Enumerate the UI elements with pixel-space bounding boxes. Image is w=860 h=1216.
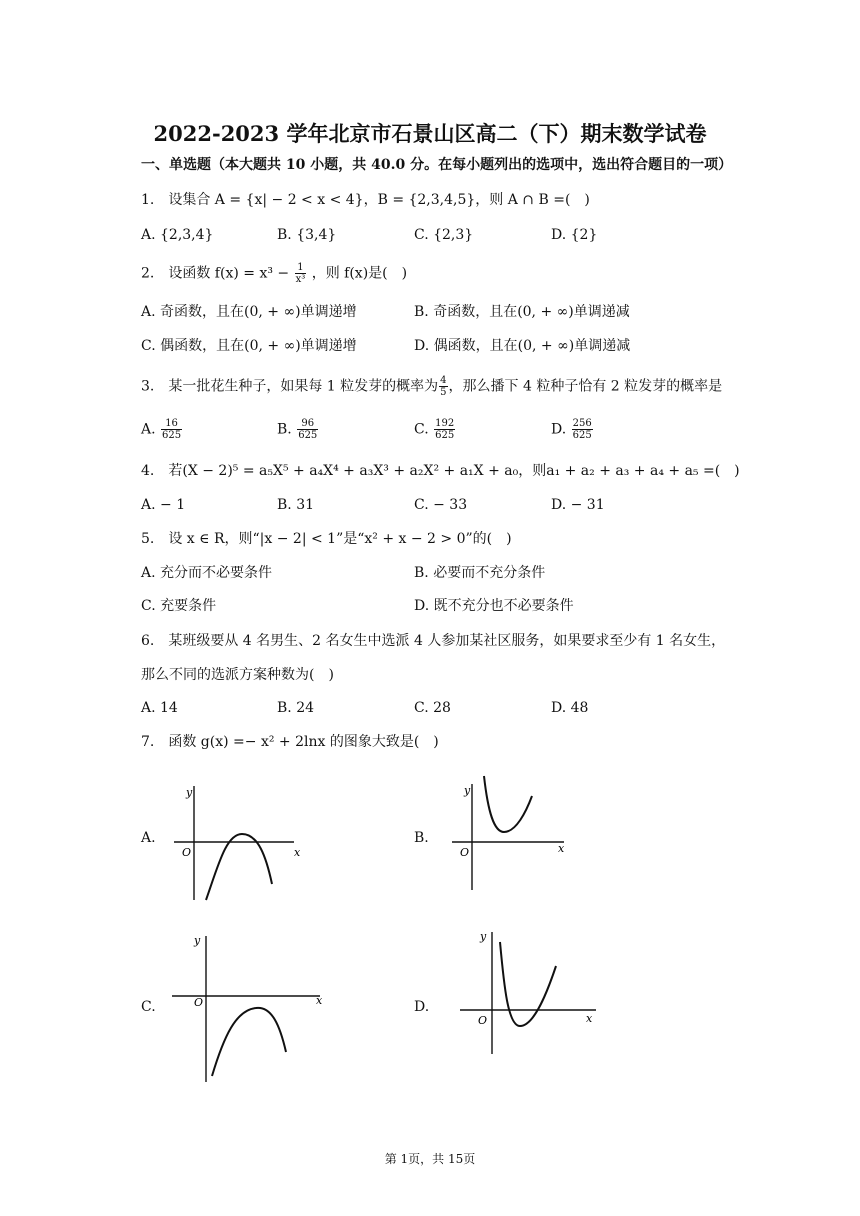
- origin-label: O: [460, 846, 470, 859]
- q5-stem: 5. 设 x ∈ R，则“|x − 2| < 1”是“x² + x − 2 > 0”的( ): [141, 531, 512, 547]
- q5-option-b[interactable]: B. 必要而不充分条件: [414, 565, 546, 581]
- q2-stem-pre: 2. 设函数 f(x) = x³ −: [141, 265, 290, 282]
- q2-option-a[interactable]: A. 奇函数，且在(0, + ∞)单调递增: [141, 304, 357, 320]
- y-axis-label: y: [480, 930, 487, 943]
- q5-option-d[interactable]: D. 既不充分也不必要条件: [414, 598, 574, 614]
- q3-d-den: 625: [572, 430, 592, 441]
- q6-option-d[interactable]: D. 48: [551, 700, 589, 716]
- section-heading: 一、单选题（本大题共 10 小题，共 40.0 分。在每小题列出的选项中，选出符合题目的一项）: [141, 157, 733, 173]
- q7-graph-c[interactable]: [168, 926, 334, 1086]
- q5-option-c[interactable]: C. 充要条件: [141, 598, 217, 614]
- q7-option-b[interactable]: B.: [414, 830, 429, 846]
- q3-c-label: C.: [414, 421, 429, 438]
- q7-option-c[interactable]: C.: [141, 999, 156, 1015]
- q3-c-num: 192: [435, 418, 455, 429]
- q6-stem-line1: 6. 某班级要从 4 名男生、2 名女生中选派 4 人参加某社区服务，如果要求至少有 1 名女生，: [141, 633, 726, 649]
- q6-option-a[interactable]: A. 14: [141, 700, 178, 716]
- page-title: 2022-2023 学年北京市石景山区高二（下）期末数学试卷: [153, 121, 707, 146]
- q3-option-c[interactable]: [414, 418, 456, 441]
- page-footer: 第 1页，共 15页: [384, 1152, 476, 1166]
- q1-option-c[interactable]: C. {2,3}: [414, 227, 474, 243]
- q6-option-c[interactable]: C. 28: [414, 700, 451, 716]
- q3-a-den: 625: [162, 430, 182, 441]
- q3-d-fraction: [572, 418, 593, 441]
- q3-stem-post: ，那么播下 4 粒种子恰有 2 粒发芽的概率是: [448, 378, 723, 395]
- q3-fraction: [439, 375, 447, 398]
- q3-stem: [141, 375, 722, 398]
- q1-option-b[interactable]: B. {3,4}: [277, 227, 337, 243]
- x-axis-label: x: [316, 994, 323, 1007]
- q3-frac-num: 4: [440, 375, 447, 386]
- q7-option-d[interactable]: D.: [414, 999, 430, 1015]
- q3-a-label: A.: [141, 421, 156, 438]
- q5-option-a[interactable]: A. 充分而不必要条件: [141, 565, 273, 581]
- q2-option-b[interactable]: B. 奇函数，且在(0, + ∞)单调递减: [414, 304, 630, 320]
- q3-option-a[interactable]: [141, 418, 183, 441]
- y-axis-label: y: [464, 784, 471, 797]
- q3-b-label: B.: [277, 421, 292, 438]
- q7-graph-d[interactable]: [456, 922, 602, 1058]
- q3-b-fraction: [297, 418, 318, 441]
- q7-stem: 7. 函数 g(x) =− x² + 2lnx 的图象大致是( ): [141, 734, 439, 750]
- q4-option-d[interactable]: D. − 31: [551, 497, 605, 513]
- x-axis-label: x: [558, 842, 565, 855]
- q2-frac-den: x³: [295, 274, 306, 285]
- q2-fraction: [295, 262, 307, 285]
- q3-frac-den: 5: [440, 387, 447, 398]
- q1-stem: 1. 设集合 A = {x| − 2 < x < 4}，B = {2,3,4,5}，则 A ∩ B =( ): [141, 192, 590, 208]
- y-axis-label: y: [194, 934, 201, 947]
- q1-option-d[interactable]: D. {2}: [551, 227, 598, 243]
- origin-label: O: [194, 996, 204, 1009]
- x-axis-label: x: [294, 846, 301, 859]
- q3-c-fraction: [434, 418, 455, 441]
- q6-option-b[interactable]: B. 24: [277, 700, 315, 716]
- q3-d-label: D.: [551, 421, 567, 438]
- q7-option-a[interactable]: A.: [141, 830, 156, 846]
- q2-stem-post: ，则 f(x)是( ): [311, 265, 408, 282]
- q3-option-b[interactable]: [277, 418, 319, 441]
- q3-c-den: 625: [435, 430, 455, 441]
- q3-option-d[interactable]: [551, 418, 594, 441]
- q4-stem: 4. 若(X − 2)⁵ = a₅X⁵ + a₄X⁴ + a₃X³ + a₂X² + a₁X + a₀，则a₁ + a₂ + a₃ + a₄ + a₅ =( ): [141, 463, 740, 479]
- q2-option-c[interactable]: C. 偶函数，且在(0, + ∞)单调递增: [141, 338, 357, 354]
- q4-option-b[interactable]: B. 31: [277, 497, 315, 513]
- x-axis-label: x: [586, 1012, 593, 1025]
- q7-graph-b[interactable]: [446, 772, 576, 892]
- q3-a-fraction: [161, 418, 182, 441]
- origin-label: O: [182, 846, 192, 859]
- origin-label: O: [478, 1014, 488, 1027]
- q2-stem: [141, 262, 407, 285]
- q6-stem-line2: 那么不同的选派方案种数为( ): [141, 667, 334, 683]
- q2-option-d[interactable]: D. 偶函数，且在(0, + ∞)单调递减: [414, 338, 631, 354]
- q4-option-c[interactable]: C. − 33: [414, 497, 468, 513]
- q1-option-a[interactable]: A. {2,3,4}: [141, 227, 214, 243]
- q7-graph-a[interactable]: [170, 776, 310, 902]
- y-axis-label: y: [186, 786, 193, 799]
- q3-stem-pre: 3. 某一批花生种子，如果每 1 粒发芽的概率为: [141, 378, 439, 395]
- q3-a-num: 16: [161, 418, 182, 430]
- q3-b-den: 625: [298, 430, 318, 441]
- q3-d-num: 256: [572, 418, 592, 429]
- q2-frac-num: 1: [295, 262, 307, 274]
- q3-b-num: 96: [297, 418, 318, 430]
- q4-option-a[interactable]: A. − 1: [141, 497, 186, 513]
